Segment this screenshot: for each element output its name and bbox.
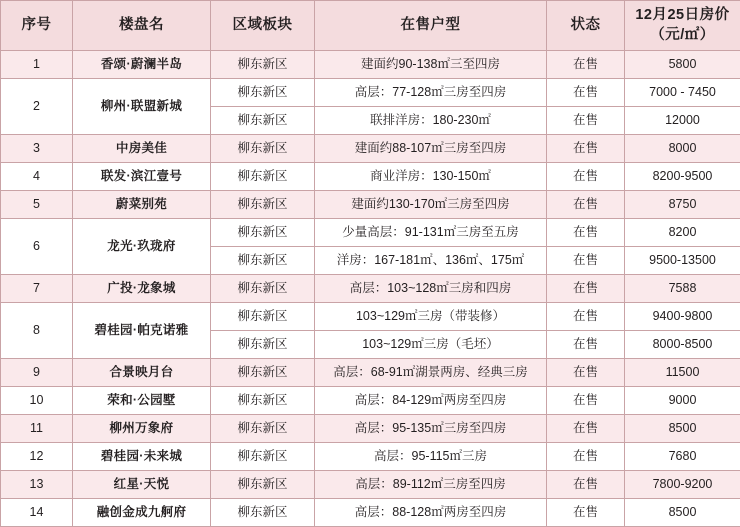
column-header-status: 状态 <box>547 1 625 51</box>
cell-index: 13 <box>1 471 73 499</box>
cell-price: 12000 <box>625 107 740 135</box>
cell-index: 9 <box>1 359 73 387</box>
cell-unit-type: 103~129㎡三房（带装修） <box>315 303 547 331</box>
cell-status: 在售 <box>547 247 625 275</box>
table-row <box>1 499 740 527</box>
table-header <box>1 1 740 51</box>
table-row <box>1 443 740 471</box>
cell-district: 柳东新区 <box>211 331 315 359</box>
cell-status: 在售 <box>547 163 625 191</box>
cell-district: 柳东新区 <box>211 247 315 275</box>
cell-unit-type: 高层：84-129㎡两房至四房 <box>315 387 547 415</box>
cell-price: 8000 <box>625 135 740 163</box>
cell-project-name: 融创金成九舸府 <box>73 499 211 527</box>
cell-price: 8200-9500 <box>625 163 740 191</box>
cell-unit-type: 洋房：167-181㎡、136㎡、175㎡ <box>315 247 547 275</box>
cell-project-name: 中房美佳 <box>73 135 211 163</box>
cell-project-name: 广投·龙象城 <box>73 275 211 303</box>
cell-unit-type: 建面约130-170㎡三房至四房 <box>315 191 547 219</box>
table-body <box>1 51 740 527</box>
cell-project-name: 碧桂园·帕克诺雅 <box>73 303 211 359</box>
cell-project-name: 合景映月台 <box>73 359 211 387</box>
cell-district: 柳东新区 <box>211 107 315 135</box>
cell-index: 3 <box>1 135 73 163</box>
cell-project-name: 柳州·联盟新城 <box>73 79 211 135</box>
column-header-index: 序号 <box>1 1 73 51</box>
cell-unit-type: 高层：68-91㎡湖景两房、经典三房 <box>315 359 547 387</box>
cell-district: 柳东新区 <box>211 219 315 247</box>
column-header-district: 区域板块 <box>211 1 315 51</box>
cell-district: 柳东新区 <box>211 163 315 191</box>
cell-index: 8 <box>1 303 73 359</box>
cell-project-name: 联发·滨江壹号 <box>73 163 211 191</box>
table-row <box>1 387 740 415</box>
cell-index: 14 <box>1 499 73 527</box>
table-row <box>1 303 740 331</box>
cell-district: 柳东新区 <box>211 51 315 79</box>
cell-index: 11 <box>1 415 73 443</box>
table-row <box>1 219 740 247</box>
cell-unit-type: 高层：95-115㎡三房 <box>315 443 547 471</box>
table-row <box>1 275 740 303</box>
table-row <box>1 51 740 79</box>
column-header-price-unit: （元/㎡） <box>627 26 738 46</box>
cell-project-name: 红星·天悦 <box>73 471 211 499</box>
cell-project-name: 碧桂园·未来城 <box>73 443 211 471</box>
table-row <box>1 191 740 219</box>
cell-district: 柳东新区 <box>211 275 315 303</box>
cell-district: 柳东新区 <box>211 443 315 471</box>
cell-index: 2 <box>1 79 73 135</box>
cell-status: 在售 <box>547 191 625 219</box>
column-header-unit-type: 在售户型 <box>315 1 547 51</box>
cell-index: 10 <box>1 387 73 415</box>
cell-project-name: 香颂·蔚澜半岛 <box>73 51 211 79</box>
cell-district: 柳东新区 <box>211 471 315 499</box>
cell-price: 11500 <box>625 359 740 387</box>
cell-price: 5800 <box>625 51 740 79</box>
table-row <box>1 163 740 191</box>
cell-unit-type: 高层：95-135㎡三房至四房 <box>315 415 547 443</box>
cell-unit-type: 高层：88-128㎡两房至四房 <box>315 499 547 527</box>
cell-price: 7000 - 7450 <box>625 79 740 107</box>
column-header-project-name: 楼盘名 <box>73 1 211 51</box>
cell-district: 柳东新区 <box>211 499 315 527</box>
cell-price: 8750 <box>625 191 740 219</box>
cell-district: 柳东新区 <box>211 359 315 387</box>
cell-index: 5 <box>1 191 73 219</box>
cell-district: 柳东新区 <box>211 387 315 415</box>
cell-price: 8000-8500 <box>625 331 740 359</box>
cell-unit-type: 联排洋房：180-230㎡ <box>315 107 547 135</box>
cell-index: 1 <box>1 51 73 79</box>
cell-status: 在售 <box>547 443 625 471</box>
table-row <box>1 135 740 163</box>
cell-district: 柳东新区 <box>211 415 315 443</box>
cell-status: 在售 <box>547 387 625 415</box>
table-row <box>1 471 740 499</box>
table-row <box>1 415 740 443</box>
cell-index: 4 <box>1 163 73 191</box>
cell-district: 柳东新区 <box>211 191 315 219</box>
cell-unit-type: 建面约88-107㎡三房至四房 <box>315 135 547 163</box>
cell-unit-type: 高层：103~128㎡三房和四房 <box>315 275 547 303</box>
cell-price: 8200 <box>625 219 740 247</box>
cell-status: 在售 <box>547 499 625 527</box>
cell-unit-type: 少量高层：91-131㎡三房至五房 <box>315 219 547 247</box>
cell-project-name: 荣和·公园墅 <box>73 387 211 415</box>
cell-status: 在售 <box>547 331 625 359</box>
cell-price: 7680 <box>625 443 740 471</box>
cell-price: 7588 <box>625 275 740 303</box>
cell-price: 9400-9800 <box>625 303 740 331</box>
cell-status: 在售 <box>547 415 625 443</box>
cell-status: 在售 <box>547 219 625 247</box>
cell-unit-type: 高层：77-128㎡三房至四房 <box>315 79 547 107</box>
cell-price: 7800-9200 <box>625 471 740 499</box>
cell-price: 8500 <box>625 499 740 527</box>
cell-district: 柳东新区 <box>211 79 315 107</box>
cell-project-name: 龙光·玖珑府 <box>73 219 211 275</box>
cell-status: 在售 <box>547 471 625 499</box>
table-row <box>1 359 740 387</box>
cell-index: 6 <box>1 219 73 275</box>
table-row <box>1 79 740 107</box>
cell-unit-type: 高层：89-112㎡三房至四房 <box>315 471 547 499</box>
cell-unit-type: 商业洋房：130-150㎡ <box>315 163 547 191</box>
cell-status: 在售 <box>547 107 625 135</box>
cell-price: 9000 <box>625 387 740 415</box>
cell-status: 在售 <box>547 275 625 303</box>
cell-status: 在售 <box>547 359 625 387</box>
cell-status: 在售 <box>547 135 625 163</box>
cell-index: 7 <box>1 275 73 303</box>
table-header-row <box>1 1 740 51</box>
column-header-price-date: 12月25日房价 <box>635 7 729 23</box>
cell-district: 柳东新区 <box>211 135 315 163</box>
cell-index: 12 <box>1 443 73 471</box>
cell-project-name: 柳州万象府 <box>73 415 211 443</box>
cell-project-name: 蔚菜别苑 <box>73 191 211 219</box>
cell-price: 8500 <box>625 415 740 443</box>
cell-price: 9500-13500 <box>625 247 740 275</box>
cell-unit-type: 建面约90-138㎡三至四房 <box>315 51 547 79</box>
cell-unit-type: 103~129㎡三房（毛坯） <box>315 331 547 359</box>
cell-district: 柳东新区 <box>211 303 315 331</box>
cell-status: 在售 <box>547 303 625 331</box>
cell-status: 在售 <box>547 51 625 79</box>
cell-status: 在售 <box>547 79 625 107</box>
column-header-price <box>625 1 740 51</box>
